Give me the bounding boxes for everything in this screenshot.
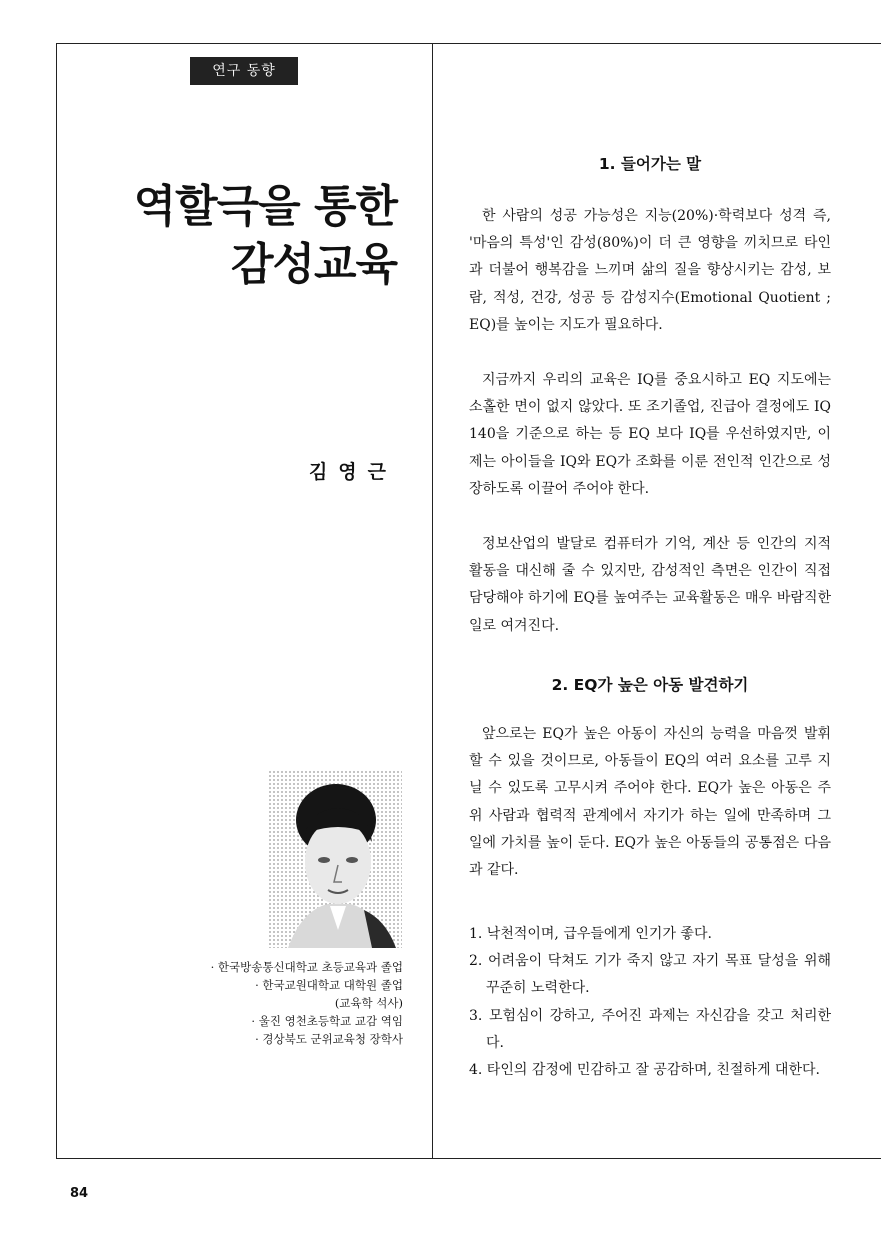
article-title bbox=[134, 178, 397, 294]
section-tag: 연구 동향 bbox=[190, 57, 298, 85]
eq-traits-list bbox=[469, 921, 831, 1084]
author-bio bbox=[211, 958, 403, 1048]
list-item: 4. 타인의 감정에 민감하고 잘 공감하며, 친절하게 대한다. bbox=[469, 1062, 820, 1079]
section-heading-eq: 2. EQ가 높은 아동 발견하기 bbox=[551, 676, 749, 694]
bottom-rule bbox=[431, 1158, 881, 1159]
bio-line: · 한국교원대학교 대학원 졸업 bbox=[255, 978, 403, 992]
title-line-2: 감성교육 bbox=[230, 239, 397, 290]
bio-line: · 울진 영천초등학교 교감 역임 bbox=[251, 1014, 403, 1028]
list-item: 2. 어려움이 닥쳐도 기가 죽지 않고 자기 목표 달성을 위해 꾸준히 노력한다. bbox=[469, 953, 831, 997]
title-line-1: 역할극을 통한 bbox=[133, 181, 397, 232]
bio-line: · 한국방송통신대학교 초등교육과 졸업 bbox=[210, 960, 403, 974]
list-item: 3. 모험심이 강하고, 주어진 과제는 자신감을 갖고 처리한다. bbox=[469, 1007, 831, 1051]
paragraph: 앞으로는 EQ가 높은 아동이 자신의 능력을 마음껏 발휘할 수 있을 것이므로, 아동들이 EQ의 여러 요소를 고루 지닐 수 있도록 고무시켜 주어야 한다. EQ가 높은 아동은 주위 사람과 협력적 관계에서 자기가 하는 일에 만족하며 그 일에 가치를 높이 둔다. EQ가 높은 아동들의 공통점은 다음과 같다. bbox=[469, 726, 831, 879]
bio-line: (교육학 석사) bbox=[334, 996, 403, 1010]
bio-line: · 경상북도 군위교육청 장학사 bbox=[255, 1032, 403, 1046]
author-photo bbox=[268, 770, 402, 948]
author-name: 김영근 bbox=[308, 461, 397, 483]
page-number: 84 bbox=[70, 1186, 89, 1201]
list-item: 1. 낙천적이며, 급우들에게 인기가 좋다. bbox=[469, 926, 712, 942]
paragraph: 한 사람의 성공 가능성은 지능(20%)·학력보다 성격 즉, '마음의 특성'인 감성(80%)이 더 큰 영향을 끼치므로 타인과 더불어 행복감을 느끼며 삶의 질을 향상시키는 감성, 보람, 적성, 건강, 성공 등 감성지수(Emotional Quotient ; EQ)를 높이는 지도가 필요하다. bbox=[469, 208, 831, 333]
paragraph: 정보산업의 발달로 컴퓨터가 기억, 계산 등 인간의 지적 활동을 대신해 줄 수 있지만, 감성적인 측면은 인간이 직접 담당해야 하기에 EQ를 높여주는 교육활동은 매우 바람직한 일로 여겨진다. bbox=[469, 536, 831, 634]
section-heading-intro: 1. 들어가는 말 bbox=[598, 155, 702, 173]
paragraph: 지금까지 우리의 교육은 IQ를 중요시하고 EQ 지도에는 소홀한 면이 없지 않았다. 또 조기졸업, 진급아 결정에도 IQ 140을 기준으로 하는 등 EQ 보다 IQ를 우선하였지만, 이제는 아이들을 IQ와 EQ가 조화를 이룬 전인적 인간으로 성장하도록 이끌어 주어야 한다. bbox=[469, 372, 831, 497]
